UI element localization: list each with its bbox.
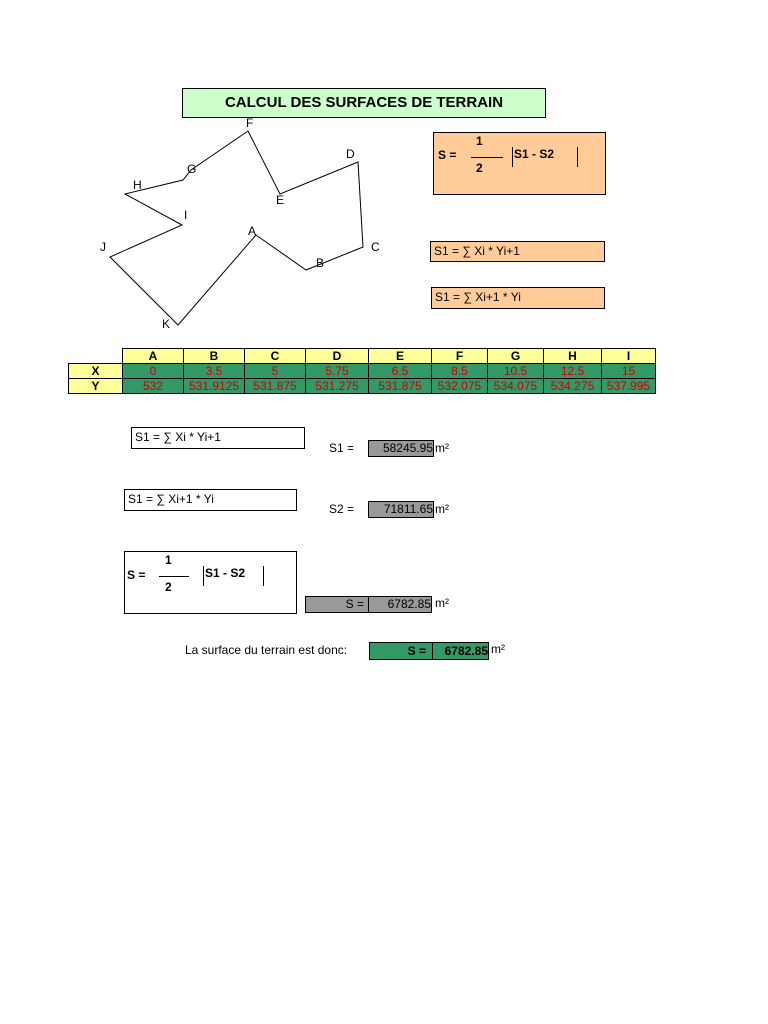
abs-bar-right-lower	[263, 566, 264, 586]
formula-s-label: S =	[438, 148, 457, 162]
table-cell-x: 3.5	[184, 364, 245, 379]
abs-bar-left	[512, 147, 513, 167]
point-label-d: D	[346, 147, 355, 161]
table-cell-y: 532	[123, 379, 184, 394]
abs-bar-left-lower	[203, 566, 204, 586]
table-header-cell: F	[432, 349, 488, 364]
s2-formula-text: S1 = ∑ Xi+1 * Yi	[435, 290, 521, 304]
point-label-i: I	[184, 208, 188, 222]
conclusion-s-value	[432, 642, 489, 660]
s1-formula-text: S1 = ∑ Xi * Yi+1	[434, 244, 520, 258]
s1-result-value	[368, 440, 434, 457]
table-header-cell: H	[544, 349, 602, 364]
point-label-f: F	[246, 116, 254, 130]
fraction-line-lower	[159, 576, 189, 577]
s1-formula-box	[131, 427, 305, 449]
s1-formula-box-top	[430, 241, 605, 262]
s2-formula-text-lower: S1 = ∑ Xi+1 * Yi	[128, 492, 214, 506]
table-header-cell: B	[184, 349, 245, 364]
s1-result-label: S1 =	[329, 441, 355, 455]
formula-s-label-lower: S =	[127, 568, 146, 582]
s2-result-value	[368, 501, 434, 518]
s1-unit: m²	[435, 441, 449, 455]
conclusion-value-text: 6782.85	[444, 644, 488, 658]
formula-numerator: 1	[476, 134, 483, 148]
row-label-x: X	[69, 364, 123, 379]
formula-abs-content-lower: S1 - S2	[205, 566, 246, 580]
s-result-label: S =	[345, 597, 364, 611]
table-cell-x: 12.5	[544, 364, 602, 379]
s1-value-text: 58245.95	[382, 441, 433, 455]
formula-numerator-lower: 1	[165, 553, 172, 567]
conclusion-s-label: S =	[407, 644, 426, 658]
table-header-cell: D	[306, 349, 369, 364]
table-cell-x: 15	[602, 364, 656, 379]
s2-result-label: S2 =	[329, 502, 355, 516]
s1-formula-text-lower: S1 = ∑ Xi * Yi+1	[135, 430, 221, 444]
table-cell-y: 532.075	[432, 379, 488, 394]
table-cell-y: 531.875	[245, 379, 306, 394]
point-label-j: J	[100, 240, 106, 254]
formula-denominator-lower: 2	[165, 580, 172, 594]
s-unit: m²	[435, 596, 449, 610]
table-header-cell: E	[369, 349, 432, 364]
table-corner	[69, 349, 123, 364]
point-label-b: B	[316, 256, 325, 270]
s-result-value	[368, 596, 432, 613]
table-header-cell: C	[245, 349, 306, 364]
table-header-cell: A	[123, 349, 184, 364]
table-cell-y: 534.075	[488, 379, 544, 394]
abs-bar-right	[577, 147, 578, 167]
table-cell-x: 10.5	[488, 364, 544, 379]
table-cell-x: 8.5	[432, 364, 488, 379]
table-cell-x: 5	[245, 364, 306, 379]
point-label-g: G	[187, 162, 197, 176]
s-value-text: 6782.85	[387, 597, 431, 611]
table-cell-y: 531.875	[369, 379, 432, 394]
formula-box-lower	[124, 551, 297, 614]
fraction-line	[471, 157, 503, 158]
table-cell-y: 537.995	[602, 379, 656, 394]
point-label-e: E	[276, 193, 285, 207]
conclusion-text: La surface du terrain est donc:	[185, 643, 348, 657]
s2-formula-box-top	[431, 287, 605, 309]
table-cell-x: 0	[123, 364, 184, 379]
s-result-label-box	[305, 596, 369, 613]
row-label-y: Y	[69, 379, 123, 394]
point-label-k: K	[162, 317, 171, 331]
s2-value-text: 71811.65	[383, 502, 433, 516]
formula-box-top	[433, 132, 606, 195]
table-cell-y: 534.275	[544, 379, 602, 394]
table-cell-y: 531.9125	[184, 379, 245, 394]
conclusion-unit: m²	[491, 642, 505, 656]
point-label-c: C	[371, 240, 380, 254]
s2-unit: m²	[435, 502, 449, 516]
conclusion-s-label-box	[369, 642, 433, 660]
point-label-a: A	[248, 224, 257, 238]
table-row-y	[69, 379, 656, 394]
point-label-h: H	[133, 178, 142, 192]
table-cell-y: 531.275	[306, 379, 369, 394]
page-title: CALCUL DES SURFACES DE TERRAIN	[182, 88, 546, 118]
table-cell-x: 6.5	[369, 364, 432, 379]
table-header-row	[69, 349, 656, 364]
formula-denominator: 2	[476, 161, 483, 175]
formula-abs-content: S1 - S2	[514, 147, 555, 161]
table-cell-x: 5.75	[306, 364, 369, 379]
s2-formula-box	[124, 489, 297, 511]
table-row-x	[69, 364, 656, 379]
table-header-cell: I	[602, 349, 656, 364]
table-header-cell: G	[488, 349, 544, 364]
coordinates-table	[68, 348, 656, 394]
